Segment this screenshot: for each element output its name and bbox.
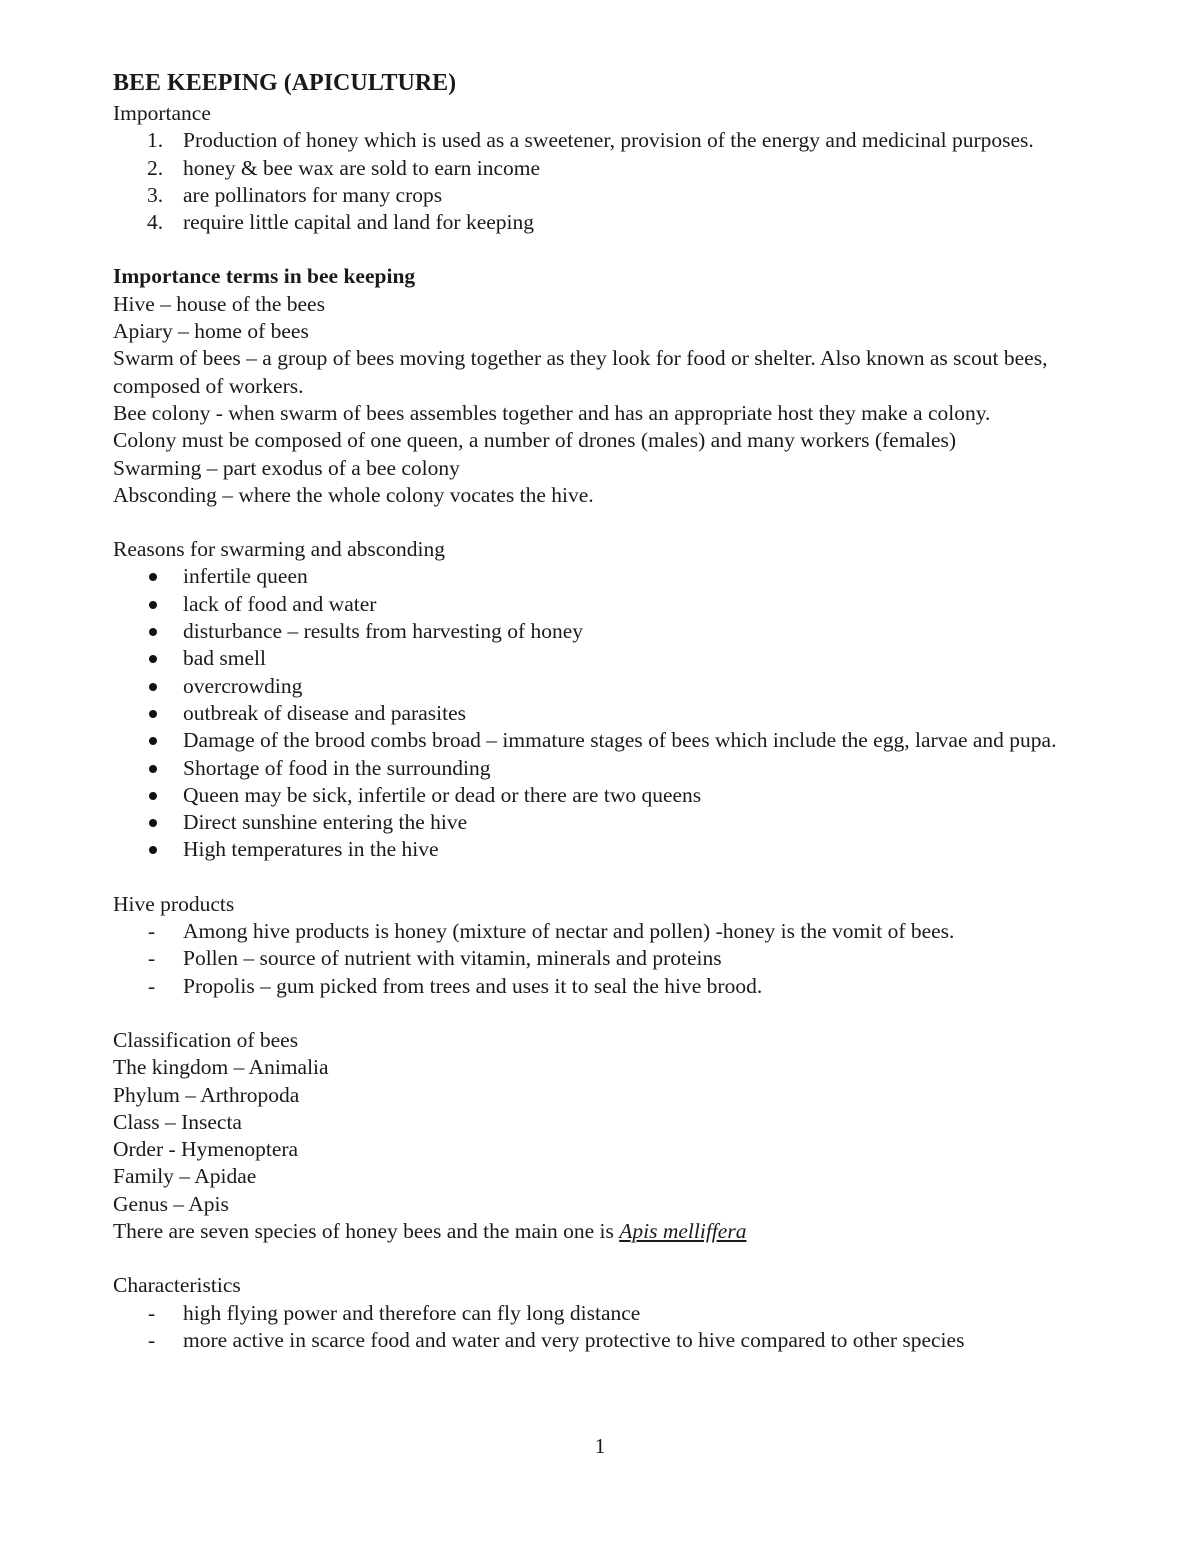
dash-icon: -: [148, 1327, 156, 1352]
species-name: Apis melliffera: [619, 1218, 747, 1243]
list-item: - high flying power and therefore can fly long distance: [113, 1300, 1103, 1327]
term-line: Colony must be composed of one queen, a number of drones (males) and many workers (females): [113, 428, 957, 453]
list-item: bad smell: [113, 645, 1103, 672]
bullet-icon: [149, 765, 157, 773]
classification-line: Phylum – Arthropoda: [113, 1082, 300, 1107]
terms-heading: Importance terms in bee keeping: [113, 264, 416, 289]
list-item: lack of food and water: [113, 591, 1103, 618]
list-item: Damage of the brood combs broad – immature stages of bees which include the egg, larvae and pupa.: [113, 727, 1103, 754]
classification-line: Family – Apidae: [113, 1164, 257, 1189]
classification-line: Genus – Apis: [113, 1191, 229, 1216]
dash-icon: -: [148, 1300, 156, 1325]
bullet-icon: [149, 628, 157, 636]
page-number: 1: [594, 1434, 606, 1458]
bullet-icon: [149, 710, 157, 718]
list-item: 1. Production of honey which is used as a sweetener, provision of the energy and medicinal purposes.: [147, 128, 1034, 153]
list-item: Shortage of food in the surrounding: [113, 755, 1103, 782]
characteristics-heading: Characteristics: [113, 1273, 241, 1298]
bullet-icon: [149, 573, 157, 581]
characteristics-list: [113, 1300, 1103, 1355]
list-item: 4. require little capital and land for keeping: [147, 210, 535, 235]
reasons-heading: Reasons for swarming and absconding: [113, 537, 445, 562]
list-item: - more active in scarce food and water and very protective to hive compared to other species: [113, 1327, 1103, 1354]
list-item: infertile queen: [113, 563, 1103, 590]
term-line: Hive – house of the bees: [113, 291, 325, 316]
term-line: Absconding – where the whole colony vocates the hive.: [113, 482, 594, 507]
list-item: 3. are pollinators for many crops: [147, 182, 443, 207]
products-list: [113, 918, 1103, 1000]
bullet-icon: [149, 846, 157, 854]
term-line: Apiary – home of bees: [113, 319, 309, 344]
dash-icon: -: [148, 919, 156, 944]
classification-line: The kingdom – Animalia: [113, 1055, 329, 1080]
document-title: BEE KEEPING (APICULTURE): [113, 70, 457, 96]
dash-icon: -: [148, 946, 156, 971]
bullet-icon: [149, 601, 157, 609]
classification-heading: Classification of bees: [113, 1027, 299, 1052]
list-item: - Among hive products is honey (mixture of nectar and pollen) -honey is the vomit of bees.: [113, 918, 1103, 945]
products-heading: Hive products: [113, 891, 235, 916]
importance-heading: Importance: [113, 101, 211, 125]
term-line: Swarming – part exodus of a bee colony: [113, 455, 460, 480]
bullet-icon: [149, 683, 157, 691]
bullet-icon: [149, 792, 157, 800]
list-item: disturbance – results from harvesting of honey: [113, 618, 1103, 645]
list-item: High temperatures in the hive: [113, 836, 1103, 863]
list-item: - Propolis – gum picked from trees and uses it to seal the hive brood.: [113, 973, 1103, 1000]
document-page: [113, 66, 1103, 1354]
classification-line: Class – Insecta: [113, 1109, 242, 1134]
importance-list: [113, 127, 1103, 236]
list-item: outbreak of disease and parasites: [113, 700, 1103, 727]
bullet-icon: [149, 819, 157, 827]
bullet-icon: [149, 655, 157, 663]
bullet-icon: [149, 737, 157, 745]
term-line: Swarm of bees – a group of bees moving together as they look for food or shelter. Also known as scout bees, composed of workers.: [113, 346, 1048, 398]
classification-line: Order - Hymenoptera: [113, 1137, 299, 1162]
list-item: overcrowding: [113, 673, 1103, 700]
reasons-list: [113, 563, 1103, 863]
list-item: - Pollen – source of nutrient with vitamin, minerals and proteins: [113, 945, 1103, 972]
list-item: 2. honey & bee wax are sold to earn income: [147, 155, 541, 180]
term-line: Bee colony - when swarm of bees assembles together and has an appropriate host they make a colony.: [113, 400, 991, 425]
list-item: Direct sunshine entering the hive: [113, 809, 1103, 836]
dash-icon: -: [148, 973, 156, 998]
list-item: Queen may be sick, infertile or dead or there are two queens: [113, 782, 1103, 809]
species-line: There are seven species of honey bees and the main one is Apis melliffera: [113, 1218, 747, 1243]
